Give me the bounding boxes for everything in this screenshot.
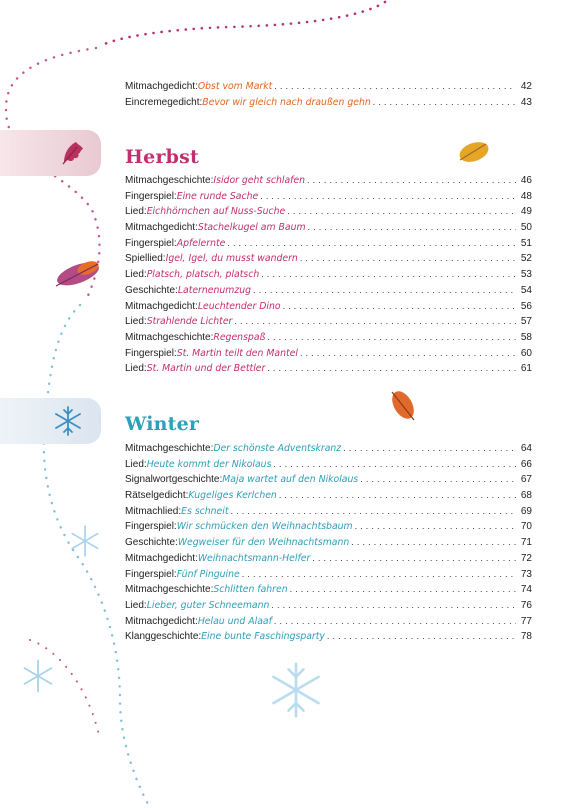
toc-entry[interactable] xyxy=(125,175,532,191)
dot-leader xyxy=(253,285,516,295)
entry-genre: Rätselgedicht: xyxy=(125,490,189,502)
entry-genre: Mitmachlied: xyxy=(125,505,182,517)
dot-leader xyxy=(355,521,516,531)
dot-leader xyxy=(351,537,516,547)
dot-leader xyxy=(290,584,516,594)
page-number: 78 xyxy=(520,631,532,643)
dot-leader xyxy=(271,600,516,610)
dot-leader xyxy=(287,206,516,216)
dot-leader xyxy=(343,443,516,453)
page-number: 53 xyxy=(520,269,532,281)
dot-leader xyxy=(260,191,516,201)
page-number: 74 xyxy=(520,584,532,596)
entry-genre: Lied: xyxy=(125,458,147,470)
toc-entry[interactable] xyxy=(125,537,532,553)
toc-entry[interactable] xyxy=(125,569,532,585)
snowflake-icon xyxy=(68,524,102,558)
dot-leader xyxy=(279,490,516,500)
dot-leader xyxy=(307,175,516,185)
toc-entry[interactable] xyxy=(125,363,532,379)
page-number: 43 xyxy=(520,96,532,108)
entry-genre: Fingerspiel: xyxy=(125,190,177,202)
entry-title: Der schönste Adventskranz xyxy=(213,443,342,454)
toc-entry[interactable] xyxy=(125,443,532,459)
toc-entry[interactable] xyxy=(125,301,532,317)
toc-entry[interactable] xyxy=(125,191,532,207)
entry-genre: Lied: xyxy=(125,269,147,281)
entry-title: Heute kommt der Nikolaus xyxy=(146,458,272,470)
entry-title: Wegweiser für den Weihnachtsmann xyxy=(177,537,350,549)
entry-title: Eine bunte Faschingsparty xyxy=(201,631,325,643)
entry-genre: Mitmachgedicht: xyxy=(125,300,198,312)
entry-title: Helau und Alaaf xyxy=(197,615,272,627)
page-number: 48 xyxy=(520,190,532,202)
toc-list-herbst xyxy=(125,175,532,379)
entry-title: Isidor geht schlafen xyxy=(213,175,306,186)
page-number: 73 xyxy=(520,568,532,580)
toc-entry[interactable] xyxy=(125,253,532,269)
autumn-section-tab xyxy=(0,130,101,176)
entry-genre: Fingerspiel: xyxy=(125,521,177,533)
entry-genre: Eincremegedicht: xyxy=(125,96,203,108)
entry-title: Maja wartet auf den Nikolaus xyxy=(222,474,359,486)
toc-entry[interactable] xyxy=(125,459,532,475)
entry-genre: Mitmachgeschichte: xyxy=(125,584,214,596)
entry-genre: Geschichte: xyxy=(125,537,178,549)
page-number: 49 xyxy=(520,206,532,218)
toc-entry[interactable] xyxy=(125,332,532,348)
toc-entry[interactable] xyxy=(125,269,532,285)
page-number: 71 xyxy=(520,537,532,549)
entry-genre: Mitmachgeschichte: xyxy=(125,443,214,454)
entry-title: Bevor wir gleich nach draußen gehn xyxy=(202,96,371,108)
leaf-icon xyxy=(52,258,104,290)
toc-list-winter xyxy=(125,443,532,647)
toc-list-top xyxy=(125,81,532,112)
page-number: 54 xyxy=(520,284,532,296)
entry-title: Igel, Igel, du musst wandern xyxy=(165,253,298,265)
entry-genre: Lied: xyxy=(125,599,147,611)
page-number: 60 xyxy=(520,347,532,359)
page-number: 51 xyxy=(520,237,532,249)
toc-entry[interactable] xyxy=(125,521,532,537)
entry-title: Fünf Pinguine xyxy=(176,568,240,580)
page-number: 70 xyxy=(520,521,532,533)
toc-entry[interactable] xyxy=(125,631,532,647)
entry-title: Eine runde Sache xyxy=(176,190,259,202)
entry-genre: Mitmachgedicht: xyxy=(125,552,198,564)
page-number: 76 xyxy=(520,599,532,611)
toc-entry[interactable] xyxy=(125,285,532,301)
entry-title: Es schneit xyxy=(181,505,229,517)
dot-leader xyxy=(283,301,516,311)
page-number: 77 xyxy=(520,615,532,627)
page-number: 72 xyxy=(520,552,532,564)
entry-title: St. Martin teilt den Mantel xyxy=(176,347,298,359)
toc-entry[interactable] xyxy=(125,474,532,490)
oak-leaf-icon xyxy=(58,138,88,168)
dot-leader xyxy=(312,553,516,563)
toc-entry[interactable] xyxy=(125,222,532,238)
entry-title: Eichhörnchen auf Nuss-Suche xyxy=(146,206,286,218)
page-number: 42 xyxy=(520,81,532,92)
entry-genre: Fingerspiel: xyxy=(125,568,177,580)
toc-entry[interactable] xyxy=(125,316,532,332)
page-number: 68 xyxy=(520,490,532,502)
entry-title: Apfelernte xyxy=(176,237,226,249)
toc-entry[interactable] xyxy=(125,81,532,97)
winter-section-tab xyxy=(0,398,101,444)
entry-genre: Lied: xyxy=(125,316,147,328)
toc-entry[interactable] xyxy=(125,97,532,113)
entry-genre: Geschichte: xyxy=(125,284,178,296)
entry-title: Leuchtender Dino xyxy=(197,300,281,312)
entry-title: Regenspaß xyxy=(213,331,266,343)
dot-leader xyxy=(274,616,516,626)
section-heading-herbst: Herbst xyxy=(125,146,200,168)
toc-entry[interactable] xyxy=(125,616,532,632)
dot-leader xyxy=(274,81,516,91)
dot-leader xyxy=(267,363,516,373)
toc-entry[interactable] xyxy=(125,348,532,364)
snowflake-icon xyxy=(20,658,56,694)
entry-genre: Klanggeschichte: xyxy=(125,631,202,643)
snowflake-icon xyxy=(266,660,326,720)
entry-title: Strahlende Lichter xyxy=(146,316,233,328)
page-number: 46 xyxy=(520,175,532,186)
leaf-icon xyxy=(386,388,420,424)
entry-title: Stachelkugel am Baum xyxy=(197,222,306,234)
entry-title: Schlitten fahren xyxy=(213,584,288,596)
dot-leader xyxy=(327,631,516,641)
page-number: 66 xyxy=(520,458,532,470)
entry-genre: Mitmachgedicht: xyxy=(125,615,198,627)
entry-title: Weihnachtsmann-Helfer xyxy=(197,552,311,564)
dot-leader xyxy=(234,316,516,326)
dot-leader xyxy=(300,253,516,263)
toc-entry[interactable] xyxy=(125,506,532,522)
entry-title: Obst vom Markt xyxy=(197,81,273,92)
dot-leader xyxy=(242,569,516,579)
page-number: 52 xyxy=(520,253,532,265)
entry-genre: Spiellied: xyxy=(125,253,166,265)
dot-leader xyxy=(300,348,516,358)
section-heading-winter: Winter xyxy=(125,413,200,435)
entry-genre: Signalwortgeschichte: xyxy=(125,474,223,486)
page-number: 50 xyxy=(520,222,532,234)
toc-entry[interactable] xyxy=(125,584,532,600)
dot-leader xyxy=(308,222,516,232)
dot-leader xyxy=(261,269,516,279)
page-number: 64 xyxy=(520,443,532,454)
toc-entry[interactable] xyxy=(125,490,532,506)
entry-title: Platsch, platsch, platsch xyxy=(146,269,260,281)
page-number: 58 xyxy=(520,331,532,343)
entry-genre: Mitmachgedicht: xyxy=(125,81,198,92)
dot-leader xyxy=(273,459,516,469)
entry-genre: Lied: xyxy=(125,363,147,375)
dot-leader xyxy=(231,506,516,516)
page-number: 57 xyxy=(520,316,532,328)
leaf-icon xyxy=(456,138,492,166)
entry-genre: Mitmachgeschichte: xyxy=(125,175,214,186)
page-number: 67 xyxy=(520,474,532,486)
entry-genre: Mitmachgeschichte: xyxy=(125,331,214,343)
entry-genre: Fingerspiel: xyxy=(125,347,177,359)
dot-leader xyxy=(373,97,516,107)
toc-entry[interactable] xyxy=(125,238,532,254)
toc-entry[interactable] xyxy=(125,553,532,569)
toc-entry[interactable] xyxy=(125,600,532,616)
page-number: 69 xyxy=(520,505,532,517)
entry-title: St. Martin und der Bettler xyxy=(146,363,266,375)
entry-title: Wir schmücken den Weihnachtsbaum xyxy=(176,521,353,533)
toc-entry[interactable] xyxy=(125,206,532,222)
page-number: 56 xyxy=(520,300,532,312)
dot-leader xyxy=(267,332,516,342)
dot-leader xyxy=(360,474,516,484)
snowflake-icon xyxy=(52,405,84,437)
entry-title: Kugeliges Kerlchen xyxy=(188,490,277,502)
entry-title: Laternenumzug xyxy=(177,284,252,296)
entry-genre: Mitmachgedicht: xyxy=(125,222,198,234)
page-number: 61 xyxy=(520,363,532,375)
entry-genre: Fingerspiel: xyxy=(125,237,177,249)
entry-genre: Lied: xyxy=(125,206,147,218)
entry-title: Lieber, guter Schneemann xyxy=(146,599,270,611)
dot-leader xyxy=(227,238,516,248)
